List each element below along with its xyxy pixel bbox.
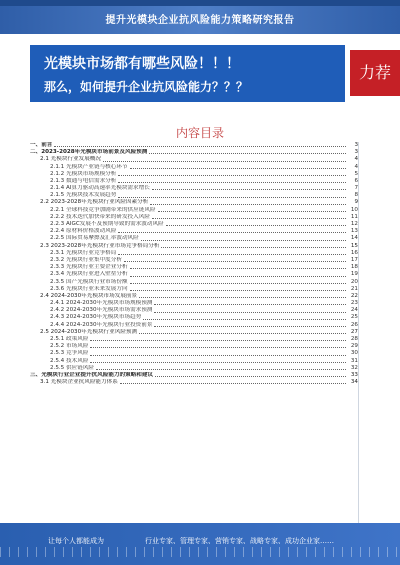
toc-entry-text: 2.5 2024-2030年光模块行业风险预测 [40, 328, 138, 335]
toc-entry-page: 28 [350, 336, 358, 343]
toc-entry-page: 12 [350, 221, 358, 228]
toc-entry-text: 一、前言 [30, 141, 53, 148]
toc-entry[interactable] [30, 235, 358, 242]
toc-leader-dots [161, 247, 346, 248]
toc-entry[interactable] [30, 350, 358, 357]
toc-entry-page: 5 [354, 170, 358, 177]
toc-entry[interactable] [30, 379, 358, 386]
toc-entry[interactable] [30, 200, 358, 207]
report-title: 提升光模块企业抗风险能力策略研究报告 [105, 15, 295, 26]
toc-leader-dots [130, 268, 346, 269]
toc-entry-text: 2.3.6 光模块行业未来发展方向 [50, 285, 128, 292]
toc-entry[interactable] [30, 142, 358, 149]
toc-entry[interactable] [30, 300, 358, 307]
toc-entry-text: 2.4.3 2024-2030年光模块市场趋势 [50, 314, 142, 321]
toc-entry[interactable] [30, 336, 358, 343]
toc-entry[interactable] [30, 221, 358, 228]
banner-line-2: 那么，如何提升企业抗风险能力？？？ [44, 80, 249, 94]
toc-entry-text: 2.2.5 国际贸易摩擦及汇率波动风险 [50, 235, 139, 242]
toc-entry-page: 4 [354, 163, 358, 170]
toc-leader-dots [141, 240, 346, 241]
toc-entry-page: 23 [350, 300, 358, 307]
toc-entry-page: 31 [350, 357, 358, 364]
toc-entry-page: 33 [350, 371, 358, 378]
toc-entry[interactable] [30, 264, 358, 271]
toc-leader-dots [152, 218, 346, 219]
toc-leader-dots [154, 326, 346, 327]
toc-entry[interactable] [30, 271, 358, 278]
toc-entry-text: 2.3.4 光模块行业进入壁垒分析 [50, 271, 128, 278]
toc-entry-page: 7 [354, 185, 358, 192]
toc-leader-dots [96, 369, 346, 370]
toc-entry-text: 2.4.4 2024-2030年光模块行业投资前景 [50, 321, 153, 328]
toc-entry-page: 3 [354, 141, 358, 148]
toc-entry-text: 2.3.5 国产光模块行业市场份额 [50, 278, 128, 285]
toc-entry-page: 22 [350, 292, 358, 299]
toc-entry-page: 8 [354, 192, 358, 199]
toc-entry[interactable] [30, 293, 358, 300]
toc-leader-dots [154, 304, 346, 305]
toc-entry-page: 10 [350, 206, 358, 213]
toc-entry-text: 2.3 2023-2028年光模块行业市场竞争格局分析 [40, 242, 160, 249]
toc-leader-dots [54, 146, 346, 147]
toc-entry[interactable] [30, 322, 358, 329]
top-header-bar [0, 0, 400, 34]
toc-leader-dots [158, 211, 346, 212]
toc-entry-text: 2.1.5 光模块技术发展趋势 [50, 192, 117, 199]
toc-entry[interactable] [30, 329, 358, 336]
toc-entry-text: 2.5.2 市场风险 [50, 343, 89, 350]
toc-entry-page: 24 [350, 307, 358, 314]
toc-leader-dots [118, 254, 346, 255]
footer-decoration [0, 547, 400, 557]
toc-entry[interactable] [30, 178, 358, 185]
header-stripe [0, 0, 400, 6]
toc-entry-page: 19 [350, 271, 358, 278]
toc-entry-page: 18 [350, 264, 358, 271]
toc-entry[interactable] [30, 207, 358, 214]
toc-leader-dots [149, 153, 346, 154]
toc-entry-text: 2.5.1 政策风险 [50, 336, 89, 343]
toc-leader-dots [118, 182, 346, 183]
table-of-contents [30, 142, 358, 386]
toc-entry-text: 2.3.1 光模块行业竞争格局 [50, 249, 117, 256]
toc-entry-page: 32 [350, 364, 358, 371]
toc-leader-dots [130, 290, 346, 291]
toc-entry[interactable] [30, 343, 358, 350]
toc-entry[interactable] [30, 307, 358, 314]
recommend-tag: 力荐 [350, 50, 400, 96]
toc-entry-page: 25 [350, 314, 358, 321]
toc-leader-dots [130, 168, 346, 169]
toc-entry-text: 2.5.5 供应链风险 [50, 364, 94, 371]
toc-entry-text: 2.1.2 光模块市场规模分析 [50, 170, 117, 177]
toc-leader-dots [139, 333, 346, 334]
toc-entry[interactable] [30, 257, 358, 264]
toc-entry-page: 3 [354, 149, 358, 156]
toc-entry-page: 30 [350, 350, 358, 357]
toc-entry[interactable] [30, 164, 358, 171]
toc-leader-dots [130, 276, 346, 277]
toc-entry-page: 6 [354, 177, 358, 184]
toc-entry-text: 2.1.4 AI算力驱动高速率光模块需求增长 [50, 185, 150, 192]
toc-entry-page: 26 [350, 321, 358, 328]
toc-leader-dots [103, 161, 346, 162]
toc-leader-dots [155, 376, 346, 377]
toc-leader-dots [90, 355, 346, 356]
footer-bar [0, 523, 400, 565]
toc-entry[interactable] [30, 156, 358, 163]
toc-entry-text: 2.1.3 数通与电信需求分析 [50, 177, 117, 184]
toc-entry-page: 34 [350, 379, 358, 386]
toc-divider [358, 142, 359, 524]
toc-entry-text: 2.2.3 AIGC发展不及预期导致的需求波动风险 [50, 221, 164, 228]
toc-entry-text: 三、光模块行业企业提升抗风险能力的策略和建议 [30, 371, 154, 378]
toc-entry-page: 29 [350, 343, 358, 350]
toc-entry-text: 3.1 光模块企业抗风险能力体系 [40, 379, 118, 386]
banner-line-1: 光模块市场都有哪些风险！！！ [44, 56, 240, 72]
toc-entry-page: 4 [354, 156, 358, 163]
toc-entry-page: 21 [350, 285, 358, 292]
toc-entry-page: 15 [350, 242, 358, 249]
toc-entry-text: 2.5.3 竞争风险 [50, 350, 89, 357]
footer-ticker: 行业专家、管理专家、营销专家、战略专家、成功企业家…… [145, 537, 334, 545]
toc-entry-page: 13 [350, 228, 358, 235]
toc-entry[interactable] [30, 279, 358, 286]
toc-entry-text: 2.2.2 技术迭代加快带来的研发投入风险 [50, 213, 150, 220]
footer-slogan: 让每个人都能成为 [48, 537, 104, 545]
toc-entry-text: 2.1 光模块行业发展概况 [40, 156, 102, 163]
toc-entry-page: 14 [350, 235, 358, 242]
toc-leader-dots [120, 383, 346, 384]
toc-entry-text: 2.5.4 技术风险 [50, 357, 89, 364]
toc-entry[interactable] [30, 214, 358, 221]
toc-leader-dots [90, 347, 346, 348]
toc-entry[interactable] [30, 372, 358, 379]
toc-leader-dots [118, 175, 346, 176]
toc-entry[interactable] [30, 250, 358, 257]
toc-leader-dots [118, 232, 346, 233]
toc-entry-text: 2.3.2 光模块行业集中度分析 [50, 256, 122, 263]
risk-banner [30, 45, 345, 102]
toc-leader-dots [118, 197, 346, 198]
toc-entry-page: 16 [350, 249, 358, 256]
toc-entry[interactable] [30, 185, 358, 192]
toc-entry[interactable] [30, 171, 358, 178]
toc-leader-dots [139, 297, 346, 298]
toc-entry-text: 2.2.1 全球科技竞争加剧带来的供应链风险 [50, 206, 156, 213]
toc-heading: 内容目录 [175, 126, 224, 140]
toc-leader-dots [166, 225, 346, 226]
toc-entry-page: 17 [350, 256, 358, 263]
toc-entry-page: 11 [350, 213, 358, 220]
toc-entry-text: 2.2 2023-2028年光模块行业风险因素分析 [40, 199, 149, 206]
toc-entry-page: 27 [350, 328, 358, 335]
toc-entry-text: 2.4.1 2024-2030年光模块市场规模预测 [50, 300, 153, 307]
toc-entry[interactable] [30, 228, 358, 235]
toc-leader-dots [150, 204, 346, 205]
toc-entry[interactable] [30, 286, 358, 293]
toc-entry-text: 2.3.3 光模块行业主要企业分析 [50, 264, 128, 271]
toc-entry-page: 9 [354, 199, 358, 206]
toc-leader-dots [130, 283, 346, 284]
toc-leader-dots [124, 261, 346, 262]
toc-entry-text: 2.2.4 原材料价格波动风险 [50, 228, 117, 235]
toc-entry-text: 2.4.2 2024-2030年光模块市场需求预测 [50, 307, 153, 314]
toc-leader-dots [143, 319, 346, 320]
toc-leader-dots [90, 362, 346, 363]
toc-leader-dots [154, 312, 346, 313]
toc-entry[interactable] [30, 149, 358, 156]
toc-leader-dots [152, 189, 346, 190]
toc-entry-text: 二、2023-2028年光模块市场前景及风险预测 [30, 149, 148, 156]
toc-entry[interactable] [30, 358, 358, 365]
toc-entry-page: 20 [350, 278, 358, 285]
toc-entry[interactable] [30, 315, 358, 322]
toc-entry-text: 2.4 2024-2030年光模块市场发展前景 [40, 292, 138, 299]
toc-entry[interactable] [30, 243, 358, 250]
toc-entry[interactable] [30, 365, 358, 372]
toc-entry[interactable] [30, 192, 358, 199]
toc-entry-text: 2.1.1 光模块产业链与核心环节 [50, 163, 128, 170]
toc-leader-dots [90, 340, 346, 341]
